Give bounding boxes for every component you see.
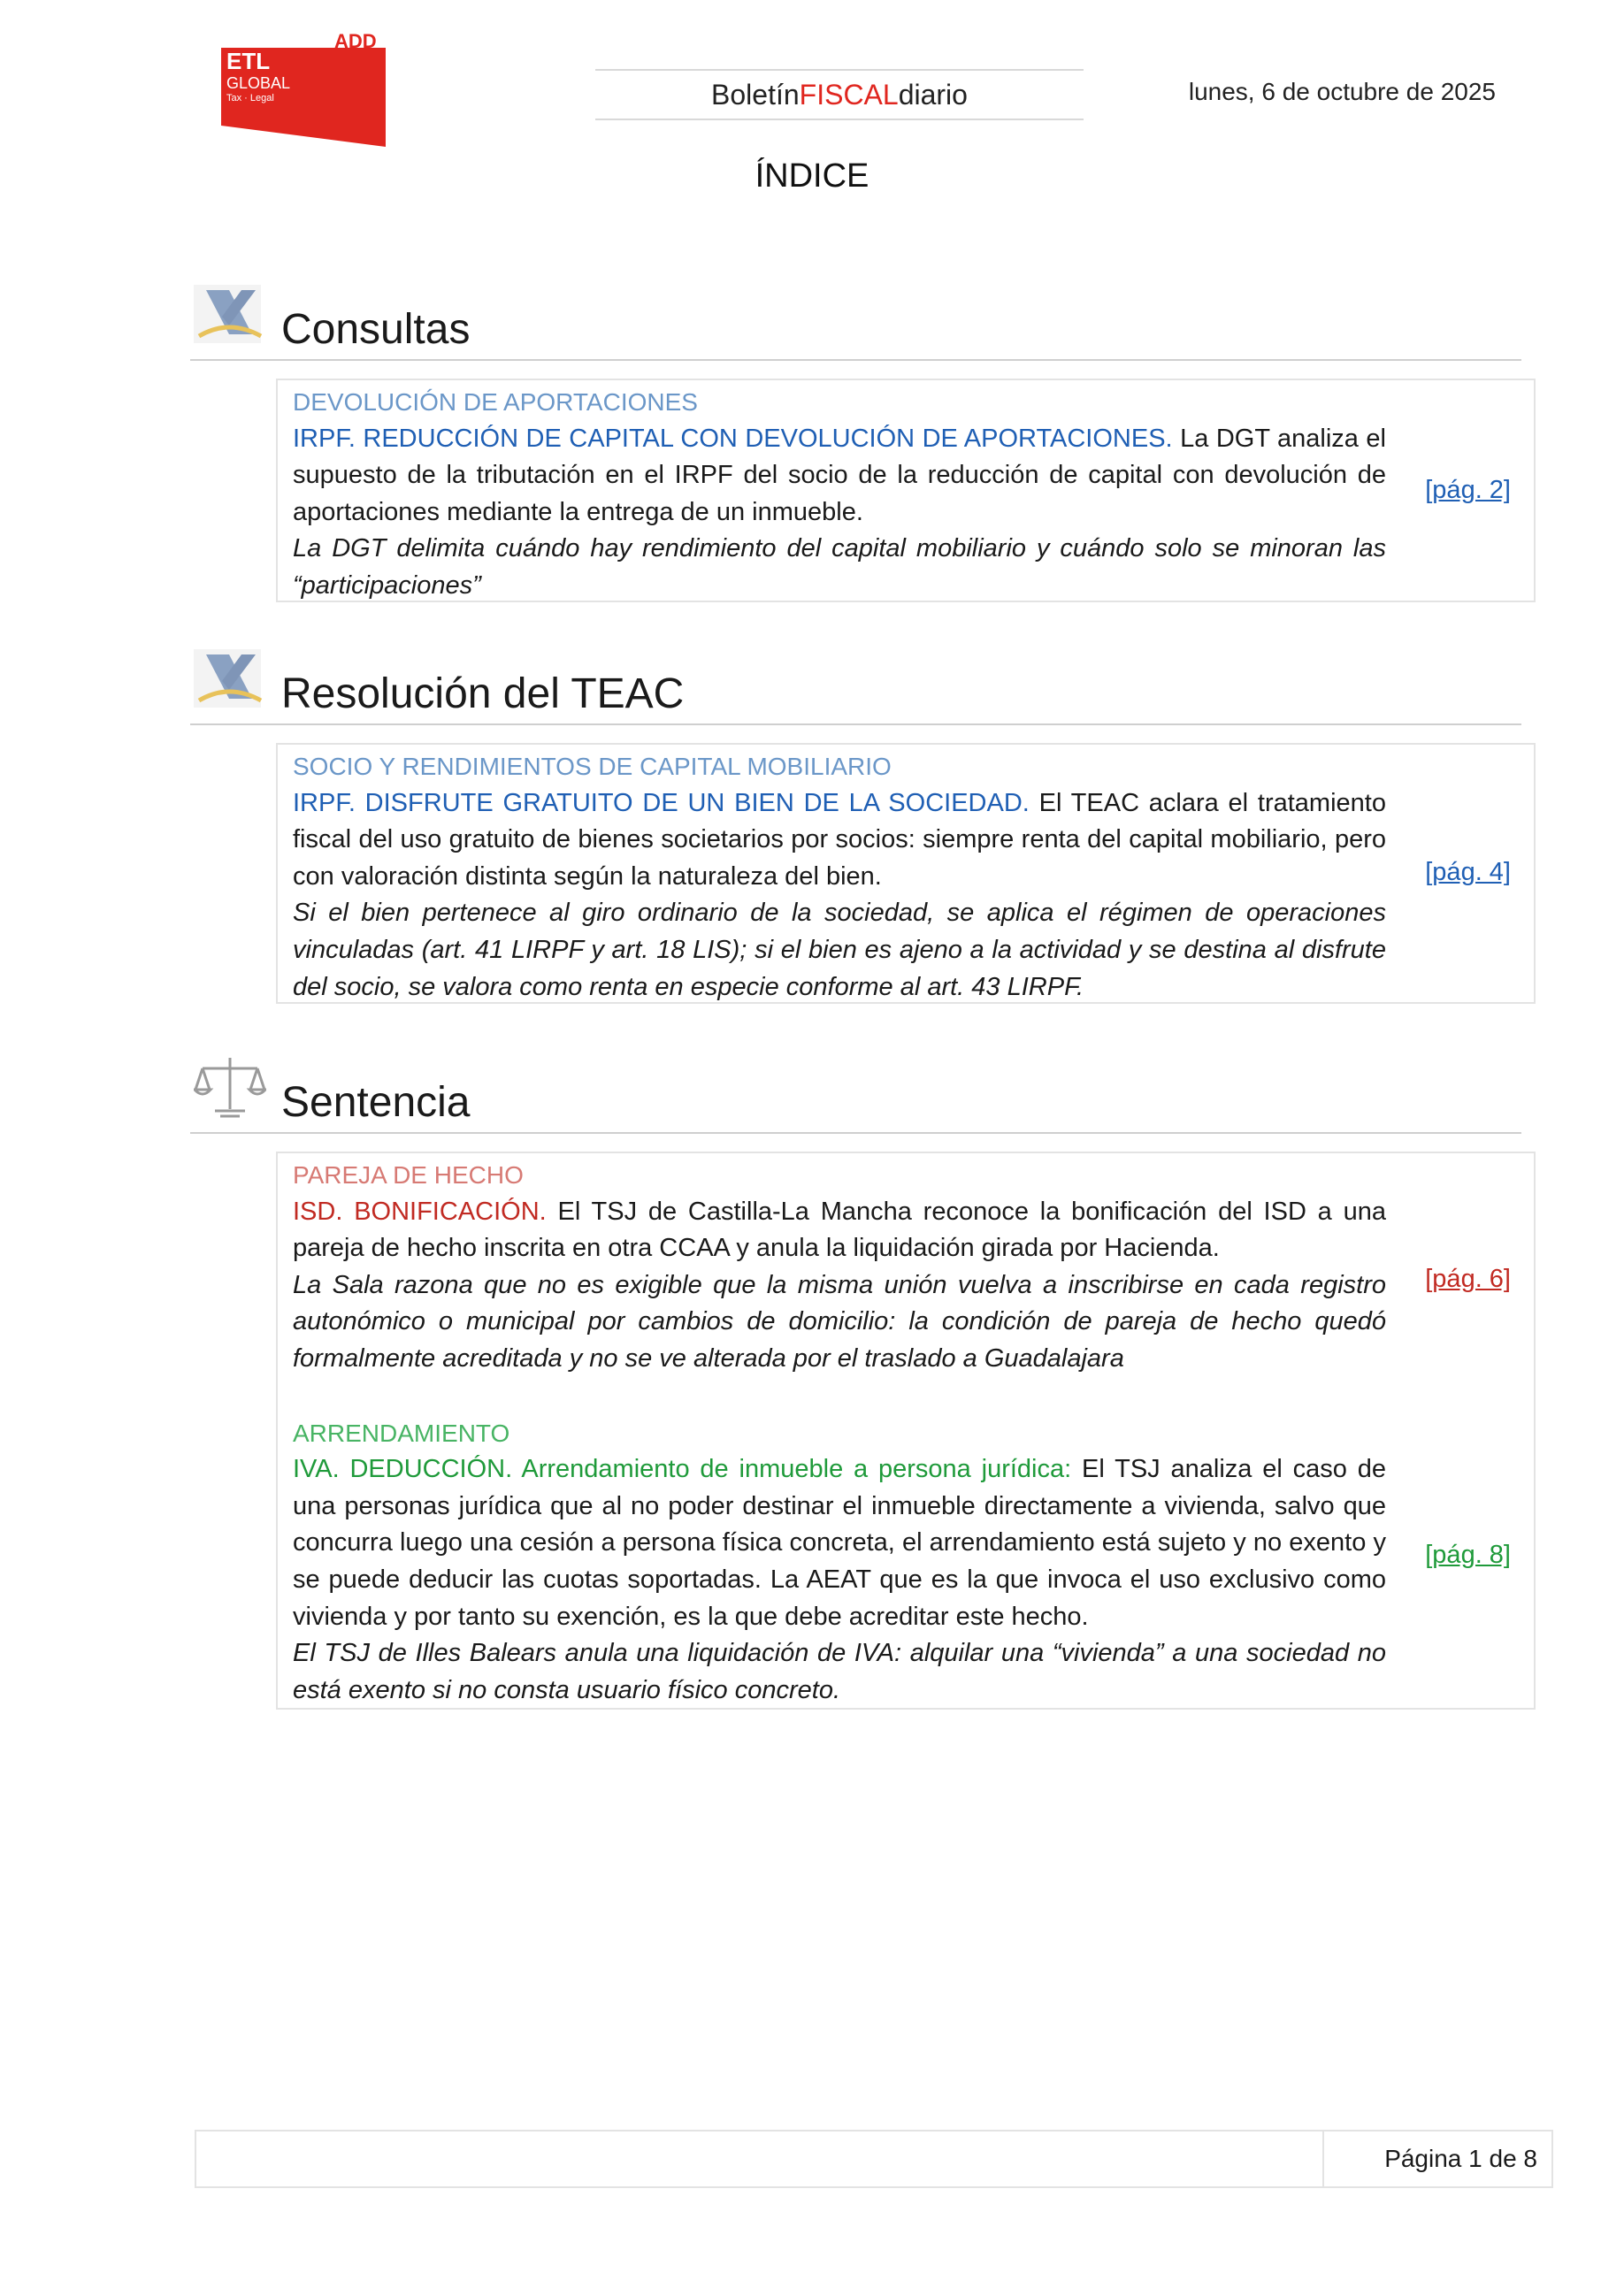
index-card <box>276 1152 1536 1710</box>
title-pre: Boletín <box>711 78 800 111</box>
section-title: Resolución del TEAC <box>281 670 685 717</box>
page-link[interactable]: [pág. 6] <box>1425 1265 1511 1293</box>
page-link[interactable]: [pág. 4] <box>1425 858 1511 886</box>
page-number: Página 1 de 8 <box>1384 2145 1537 2172</box>
index-title: ÍNDICE <box>755 157 869 195</box>
footer-divider <box>1322 2131 1324 2186</box>
agency-emblem-icon <box>194 278 266 350</box>
agency-emblem-icon <box>194 642 266 715</box>
index-card <box>276 743 1536 1004</box>
card-kicker: ARRENDAMIENTO <box>293 1419 510 1447</box>
card-body <box>293 1157 1386 1709</box>
card-heading: IRPF. REDUCCIÓN DE CAPITAL CON DEVOLUCIÓN DE APORTACIONES. <box>293 424 1173 453</box>
card-lead: El TEAC aclara el tratamiento fiscal del uso gratuito de bienes societarios por socios: siempre renta del capital mobiliario, pero con valoración distinta según la naturaleza del bien. <box>293 788 1386 891</box>
section-sentencia <box>190 1049 1521 1134</box>
section-title: Sentencia <box>281 1079 471 1126</box>
logo-brand: ETL <box>226 48 271 74</box>
bulletin-title <box>595 69 1084 120</box>
section-title: Consultas <box>281 306 471 353</box>
card-lead: La DGT analiza el supuesto de la tributación en el IRPF del socio de la reducción de capital con devolución de aportaciones mediante la entrega de un inmueble. <box>293 424 1386 526</box>
section-consultas <box>190 276 1521 361</box>
card-body <box>293 384 1386 605</box>
etl-global-logo <box>221 34 386 147</box>
card-heading: IRPF. DISFRUTE GRATUITO DE UN BIEN DE LA SOCIEDAD. <box>293 788 1030 817</box>
card-heading: ISD. BONIFICACIÓN. <box>293 1197 547 1226</box>
title-post: diario <box>898 78 968 111</box>
item-gap <box>293 1378 1386 1415</box>
card-lead: El TSJ analiza el caso de una personas jurídica que al no poder destinar el inmueble directamente a vivienda, salvo que concurra luego una cesión a persona física concreta, el arrendamiento está sujeto y no exento y se puede deducir las cuotas soportadas. La AEAT que es la que invoca el uso exclusivo como vivienda y por tanto su exención, es la que debe acreditar este hecho. <box>293 1455 1386 1631</box>
page-link[interactable]: [pág. 8] <box>1425 1541 1511 1569</box>
card-kicker: SOCIO Y RENDIMIENTOS DE CAPITAL MOBILIARIO <box>293 753 892 780</box>
card-heading: IVA. DEDUCCIÓN. Arrendamiento de inmueble a persona jurídica: <box>293 1455 1072 1484</box>
page-link[interactable]: [pág. 2] <box>1425 476 1511 504</box>
card-kicker: DEVOLUCIÓN DE APORTACIONES <box>293 388 698 416</box>
index-card <box>276 379 1536 602</box>
card-note: La Sala razona que no es exigible que la misma unión vuelva a inscribirse en cada registro autonómico o municipal por cambios de domicilio: la condición de pareja de hecho quedó formalmente acreditada y no se ve alterada por el traslado a Guadalajara <box>293 1270 1386 1373</box>
card-body <box>293 748 1386 1006</box>
scales-of-justice-icon <box>194 1051 266 1123</box>
logo-tag: ADD <box>334 34 377 52</box>
card-note: Si el bien pertenece al giro ordinario de la sociedad, se aplica el régimen de operaciones vinculadas (art. 41 LIRPF y art. 18 LIS); si el bien es ajeno a la actividad y se destina al disfrute del socio, se valora como renta en especie conforme al art. 43 LIRPF. <box>293 899 1386 1001</box>
card-lead: El TSJ de Castilla-La Mancha reconoce la bonificación del ISD a una pareja de hecho inscrita en otra CCAA y anula la liquidación girada por Hacienda. <box>293 1197 1386 1263</box>
section-teac <box>190 640 1521 725</box>
page-footer <box>195 2130 1553 2188</box>
card-kicker: PAREJA DE HECHO <box>293 1161 524 1189</box>
card-note: La DGT delimita cuándo hay rendimiento del capital mobiliario y cuándo solo se minoran las “participaciones” <box>293 534 1386 600</box>
title-accent: FISCAL <box>799 78 899 111</box>
logo-line2: Tax · Legal <box>226 93 274 103</box>
card-note: El TSJ de Illes Balears anula una liquidación de IVA: alquilar una “vivienda” a una sociedad no está exento si no consta usuario físico concreto. <box>293 1639 1386 1704</box>
logo-line1: GLOBAL <box>226 74 291 92</box>
bulletin-date: lunes, 6 de octubre de 2025 <box>1188 78 1496 105</box>
